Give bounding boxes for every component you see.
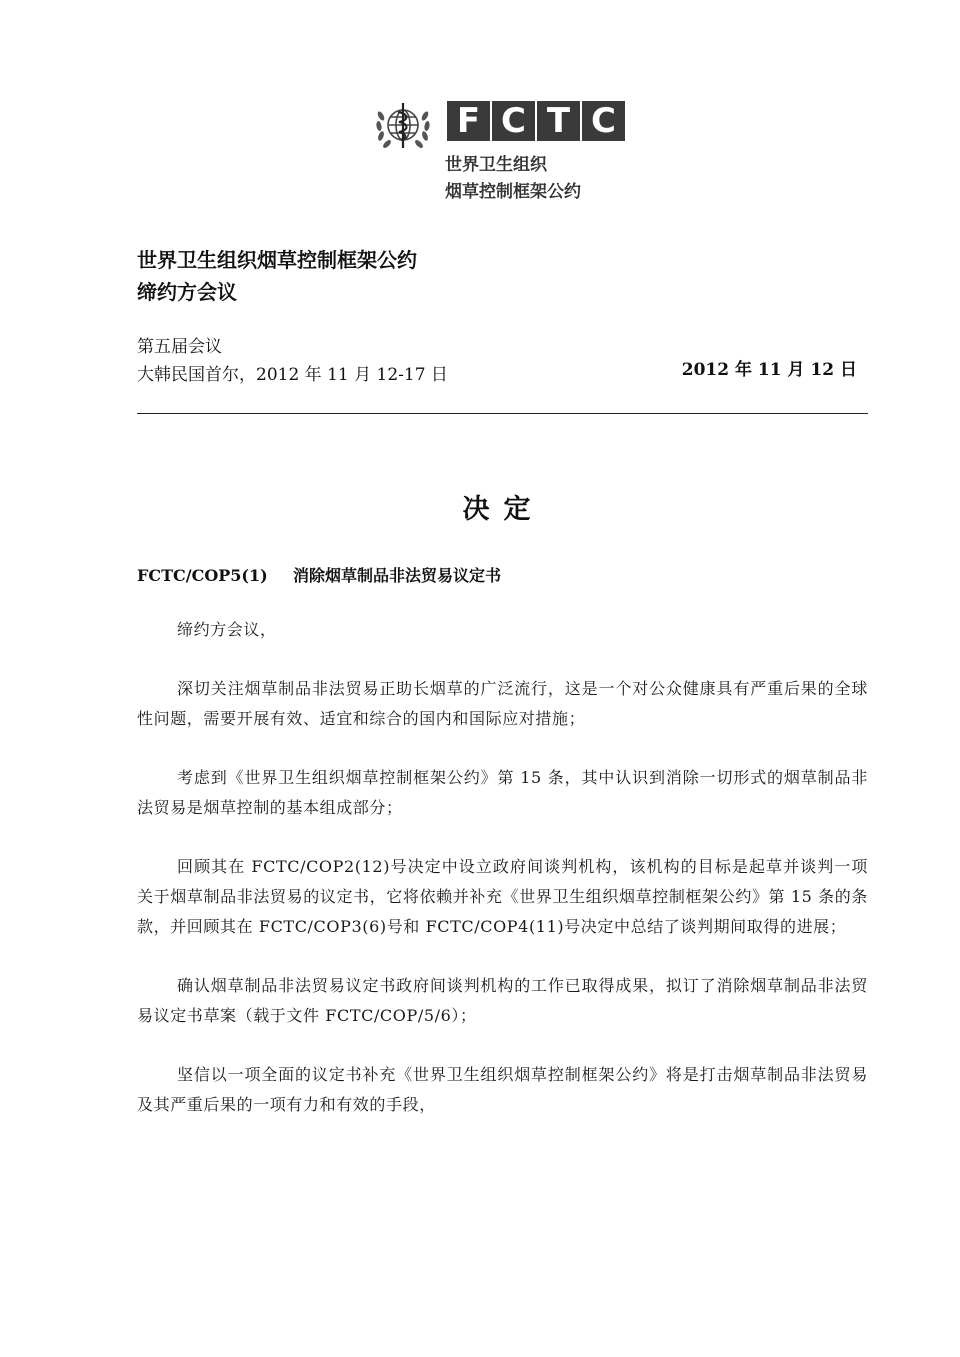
paragraph: 坚信以一项全面的议定书补充《世界卫生组织烟草控制框架公约》将是打击烟草制品非法贸易及其严重后果的一项有力和有效的手段， — [137, 1065, 868, 1114]
header-divider — [137, 413, 868, 414]
decision-code: FCTC/COP5(1) — [137, 566, 268, 585]
logo-letter: C — [582, 101, 625, 141]
paragraph: 确认烟草制品非法贸易议定书政府间谈判机构的工作已取得成果，拟订了消除烟草制品非法贸易议定书草案（载于文件 FCTC/COP/5/6）； — [137, 976, 868, 1025]
logo-convention-name: 烟草控制框架公约 — [445, 182, 581, 202]
paragraph: 深切关注烟草制品非法贸易正助长烟草的广泛流行，这是一个对公众健康具有严重后果的全球性问题，需要开展有效、适宜和综合的国内和国际应对措施； — [137, 679, 868, 728]
decision-body — [137, 615, 868, 1149]
fctc-logo — [371, 98, 641, 203]
logo-letter: C — [492, 101, 535, 141]
conference-title-line1: 世界卫生组织烟草控制框架公约 — [137, 248, 417, 272]
logo-letter: F — [447, 101, 490, 141]
decision-header — [137, 563, 501, 586]
session-info — [137, 333, 448, 389]
document-date: 2012 年 11 月 12 日 — [681, 360, 857, 380]
page-title: 决定 — [462, 494, 545, 525]
who-emblem-icon — [371, 98, 435, 158]
logo-letter: T — [537, 101, 580, 141]
paragraph: 缔约方会议， — [177, 620, 277, 639]
decision-title: 消除烟草制品非法贸易议定书 — [293, 566, 502, 585]
paragraph: 回顾其在 FCTC/COP2(12)号决定中设立政府间谈判机构，该机构的目标是起草并谈判一项关于烟草制品非法贸易的议定书，它将依赖并补充《世界卫生组织烟草控制框架公约》第 15 条的条款，并回顾其在 FCTC/COP3(6)号和 FCTC/COP4(11)号决定中总结了谈判期间取得的进展； — [137, 857, 868, 936]
fctc-letters — [447, 101, 625, 141]
conference-title-line2: 缔约方会议 — [137, 280, 237, 304]
conference-title — [137, 244, 417, 308]
session-location-date: 大韩民国首尔，2012 年 11 月 12-17 日 — [137, 365, 448, 385]
session-name: 第五届会议 — [137, 337, 222, 357]
logo-org-name: 世界卫生组织 — [445, 155, 547, 175]
paragraph: 考虑到《世界卫生组织烟草控制框架公约》第 15 条，其中认识到消除一切形式的烟草制品非法贸易是烟草控制的基本组成部分； — [137, 768, 868, 817]
